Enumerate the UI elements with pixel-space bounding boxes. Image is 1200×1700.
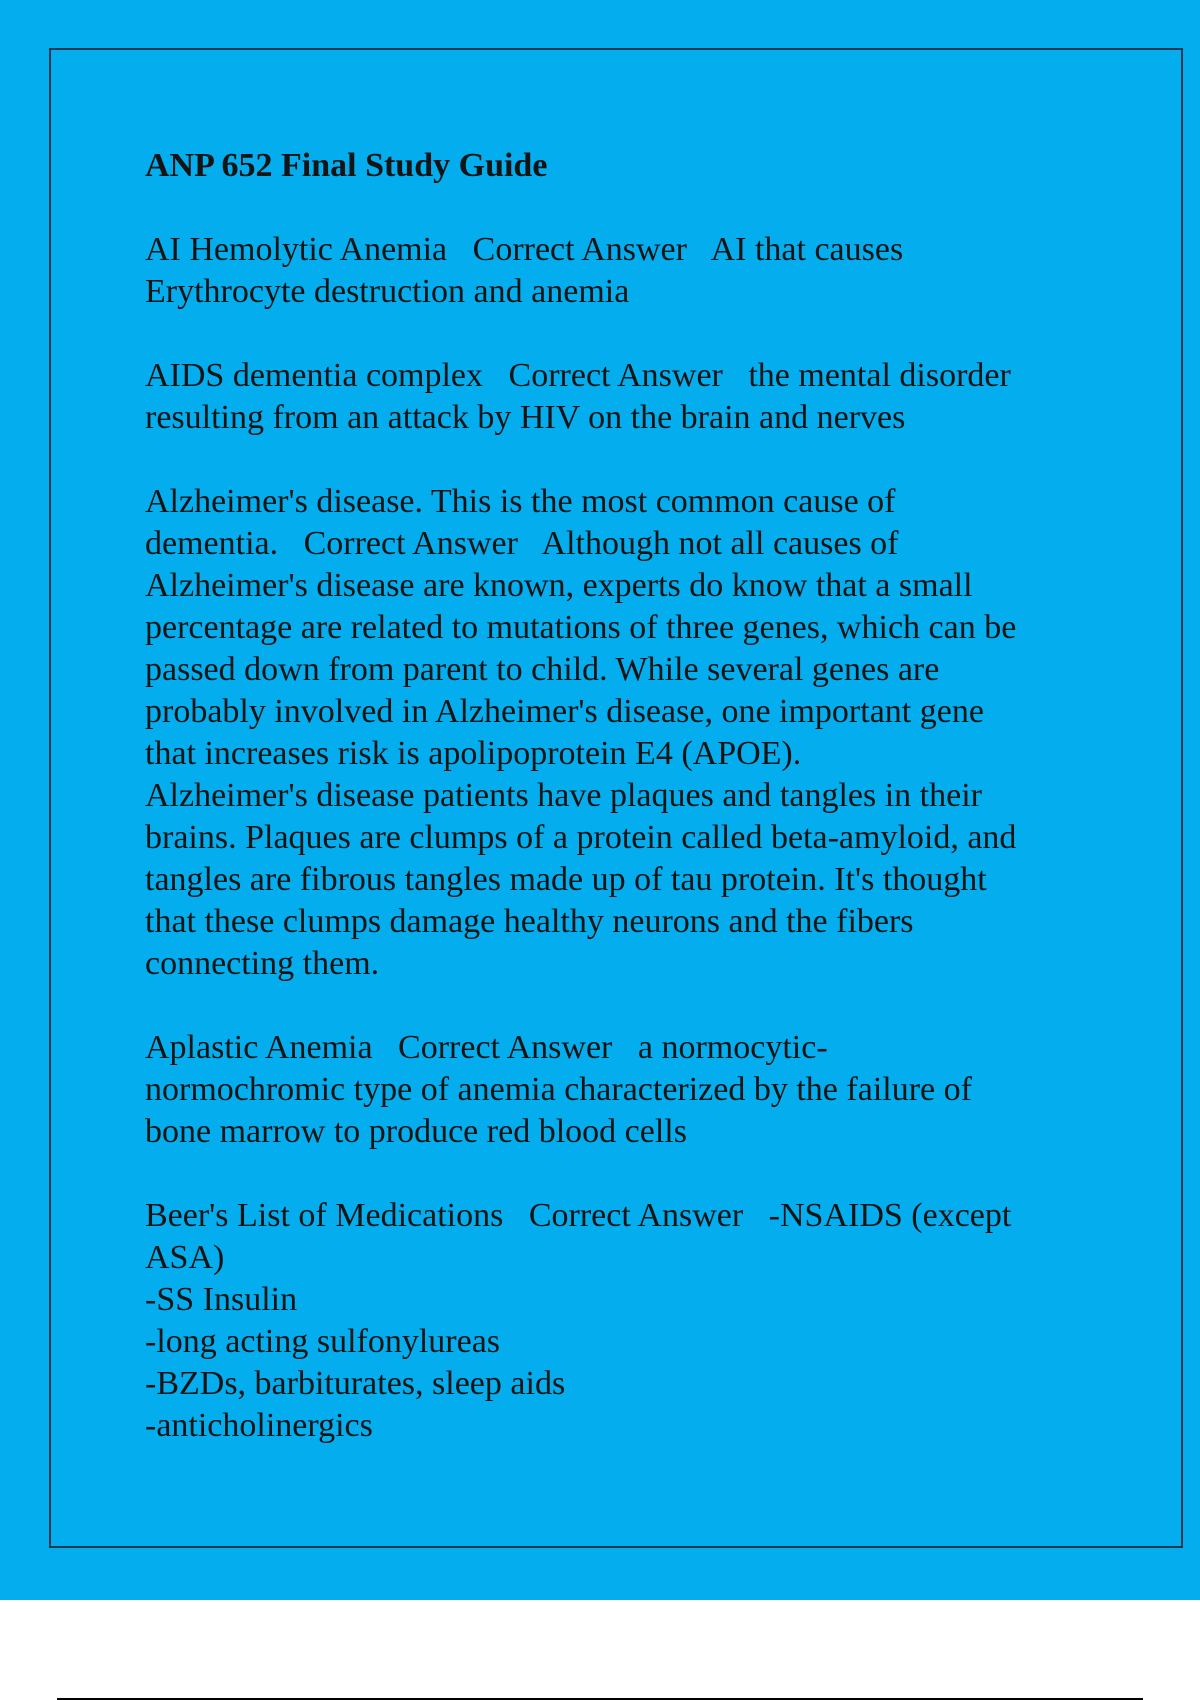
- entry-aplastic-anemia: Aplastic Anemia Correct Answer a normocytic- normochromic type of anemia characterized by the failure of bone marrow to produce red blood cells: [145, 1029, 972, 1150]
- document-title: ANP 652 Final Study Guide: [145, 147, 548, 184]
- entry-alzheimers-disease: Alzheimer's disease. This is the most common cause of dementia. Correct Answer Although not all causes of Alzheimer's disease are known, experts do know that a small percentage are related to mutations of three genes, which can be passed down from parent to child. While several genes are probably involved in Alzheimer's disease, one important gene that increases risk is apolipoprotein E4 (APOE). Alzheimer's disease patients have plaques and tangles in their brains. Plaques are clumps of a protein called beta-amyloid, and tangles are fibrous tangles made up of tau protein. It's thought that these clumps damage healthy neurons and the fibers connecting them.: [145, 483, 1017, 982]
- entry-beers-list: Beer's List of Medications Correct Answer -NSAIDS (except ASA) -SS Insulin -long acting sulfonylureas -BZDs, barbiturates, sleep aids -anticholinergics: [145, 1197, 1012, 1444]
- entry-ai-hemolytic-anemia: AI Hemolytic Anemia Correct Answer AI that causes Erythrocyte destruction and anemia: [145, 231, 904, 310]
- entry-aids-dementia-complex: AIDS dementia complex Correct Answer the mental disorder resulting from an attack by HIV on the brain and nerves: [145, 357, 1011, 436]
- study-guide-text: [145, 145, 1100, 1447]
